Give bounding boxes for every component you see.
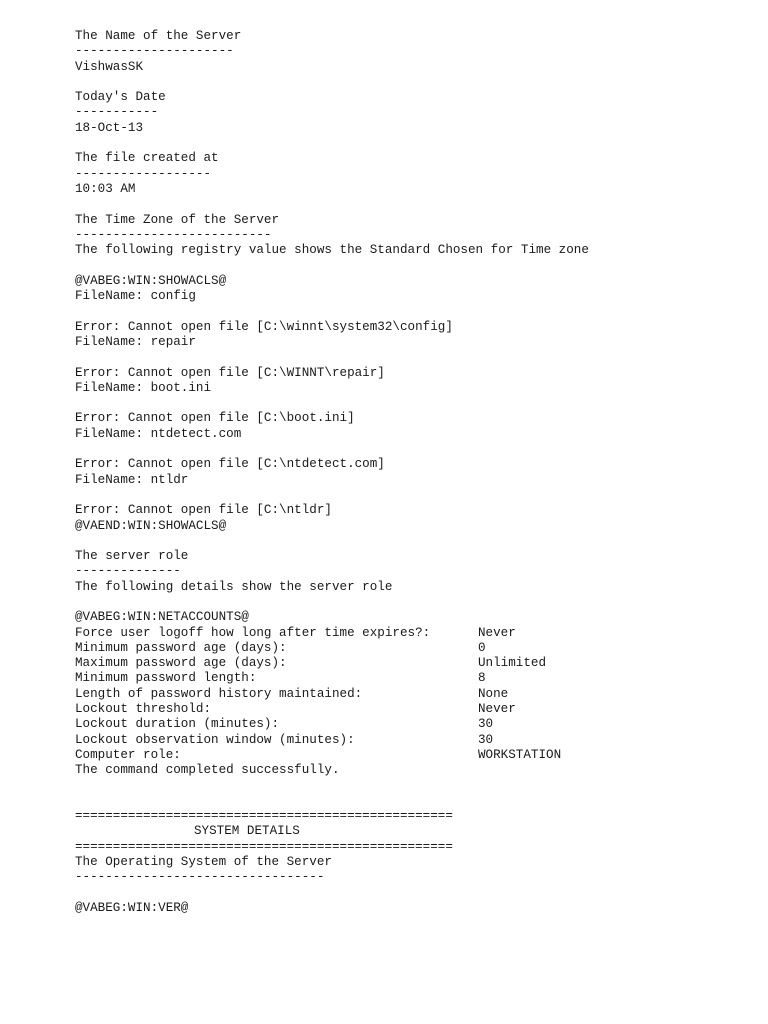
os-underline: --------------------------------- <box>75 870 325 885</box>
showacls-begin-marker: @VABEG:WIN:SHOWACLS@ <box>75 273 227 288</box>
showacls-line: FileName: repair <box>75 334 196 349</box>
netaccounts-value: Never <box>478 702 516 717</box>
showacls-line <box>75 488 745 503</box>
todays-date-value: 18-Oct-13 <box>75 120 144 135</box>
ver-begin-marker: @VABEG:WIN:VER@ <box>75 900 189 915</box>
showacls-line: FileName: ntdetect.com <box>75 426 242 441</box>
showacls-line <box>75 442 745 457</box>
netaccounts-value: 30 <box>478 732 494 747</box>
showacls-line: Error: Cannot open file [C:\WINNT\repair] <box>75 365 385 380</box>
showacls-line: FileName: config <box>75 289 196 304</box>
netaccounts-key: Lockout threshold: <box>75 702 212 717</box>
showacls-line <box>75 304 745 319</box>
time-zone-underline: -------------------------- <box>75 227 272 242</box>
showacls-line: Error: Cannot open file [C:\winnt\system32\config] <box>75 319 453 334</box>
report-document <box>75 29 745 916</box>
server-role-heading: The server role <box>75 549 189 564</box>
netaccounts-key: Lockout duration (minutes): <box>75 717 280 732</box>
netaccounts-key: Lockout observation window (minutes): <box>75 732 355 747</box>
netaccounts-row <box>75 671 745 686</box>
netaccounts-value: 30 <box>478 717 494 732</box>
showacls-line: FileName: ntldr <box>75 472 189 487</box>
netaccounts-row <box>75 748 745 763</box>
netaccounts-row <box>75 641 745 656</box>
todays-date-heading: Today's Date <box>75 90 166 105</box>
server-name-underline: --------------------- <box>75 44 234 59</box>
netaccounts-value: Unlimited <box>478 656 547 671</box>
time-zone-description: The following registry value shows the Standard Chosen for Time zone <box>75 243 589 258</box>
server-role-underline: -------------- <box>75 564 181 579</box>
showacls-line: FileName: boot.ini <box>75 380 212 395</box>
server-role-description: The following details show the server role <box>75 579 393 594</box>
system-details-title: SYSTEM DETAILS <box>194 824 300 839</box>
showacls-line: Error: Cannot open file [C:\boot.ini] <box>75 411 355 426</box>
netaccounts-key: Force user logoff how long after time expires?: <box>75 625 431 640</box>
system-details-rule-bottom: ================================================== <box>75 839 453 854</box>
netaccounts-completed-message: The command completed successfully. <box>75 763 340 778</box>
netaccounts-key: Length of password history maintained: <box>75 686 363 701</box>
netaccounts-value: 0 <box>478 640 486 655</box>
netaccounts-row <box>75 656 745 671</box>
netaccounts-begin-marker: @VABEG:WIN:NETACCOUNTS@ <box>75 610 249 625</box>
netaccounts-key: Maximum password age (days): <box>75 656 287 671</box>
netaccounts-value: None <box>478 686 509 701</box>
time-zone-heading: The Time Zone of the Server <box>75 212 280 227</box>
server-name-value: VishwasSK <box>75 59 144 74</box>
server-name-heading: The Name of the Server <box>75 29 242 43</box>
netaccounts-key: Minimum password age (days): <box>75 640 287 655</box>
netaccounts-key: Computer role: <box>75 747 181 762</box>
showacls-line <box>75 396 745 411</box>
file-created-underline: ------------------ <box>75 166 212 181</box>
netaccounts-value: 8 <box>478 671 486 686</box>
netaccounts-key: Minimum password length: <box>75 671 257 686</box>
showacls-output <box>75 289 745 518</box>
netaccounts-row <box>75 626 745 641</box>
system-details-rule-top: ================================================== <box>75 809 453 824</box>
netaccounts-value: Never <box>478 625 516 640</box>
netaccounts-value: WORKSTATION <box>478 747 562 762</box>
file-created-value: 10:03 AM <box>75 181 136 196</box>
netaccounts-row <box>75 733 745 748</box>
showacls-line <box>75 350 745 365</box>
file-created-heading: The file created at <box>75 151 219 166</box>
todays-date-underline: ----------- <box>75 105 159 120</box>
showacls-end-marker: @VAEND:WIN:SHOWACLS@ <box>75 518 227 533</box>
netaccounts-table <box>75 626 745 764</box>
showacls-line: Error: Cannot open file [C:\ntdetect.com] <box>75 457 385 472</box>
showacls-line: Error: Cannot open file [C:\ntldr] <box>75 503 332 518</box>
netaccounts-row <box>75 717 745 732</box>
os-heading: The Operating System of the Server <box>75 855 332 870</box>
netaccounts-row <box>75 687 745 702</box>
netaccounts-row <box>75 702 745 717</box>
